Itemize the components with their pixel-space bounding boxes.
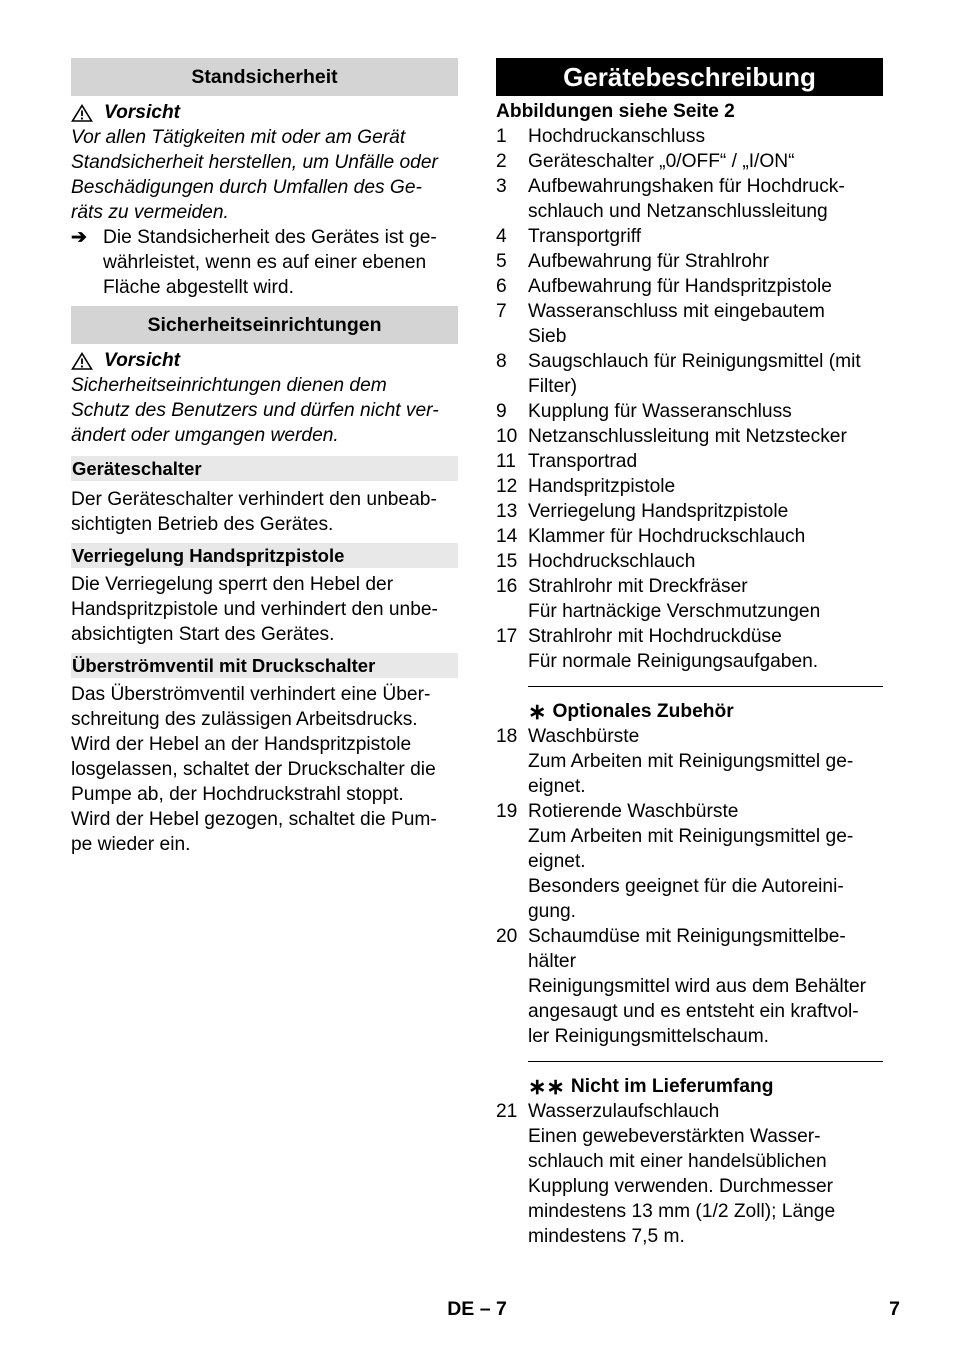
text-line: Saugschlauch für Reinigungsmittel (mit [528,351,861,372]
item-number: 3 [496,176,507,197]
item-text [528,399,883,424]
text-line: Für normale Reinigungsaufgaben. [528,651,819,672]
item-number: 4 [496,226,507,247]
text-line: Hochdruckanschluss [528,126,706,147]
subsection-heading-ueberstroemventil: Überströmventil mit Druckschalter [71,653,458,678]
caution-text-standsicherheit [71,125,458,225]
divider [528,1061,883,1062]
not-included-list [496,1099,883,1249]
text-line: schreitung des zulässigen Arbeitsdrucks. [71,709,418,730]
text-line: Für hartnäckige Verschmutzungen [528,601,821,622]
item-text [528,149,883,174]
text-line: pe wieder ein. [71,834,191,855]
caution-standsicherheit [71,100,458,125]
item-text [528,449,883,474]
list-item [496,224,883,249]
list-item [496,299,883,349]
item-number: 7 [496,301,507,322]
text-line: eignet. [528,776,586,797]
section-heading-sicherheitseinrichtungen: Sicherheitseinrichtungen [71,306,458,344]
optional-accessories-list [496,724,883,1049]
item-number: 6 [496,276,507,297]
arrow-right-icon: ➔ [71,227,88,248]
text-line: ändert oder umgangen werden. [71,425,339,446]
text-line: Kupplung verwenden. Durchmesser [528,1176,834,1197]
list-item [496,799,883,924]
item-number: 17 [496,626,518,647]
list-item [496,924,883,1049]
item-number: 18 [496,726,518,747]
text-line: mindestens 13 mm (1/2 Zoll); Länge [528,1201,836,1222]
item-text [528,474,883,499]
item-number: 10 [496,426,518,447]
item-text [528,724,883,799]
list-item [496,449,883,474]
heading-text: Nicht im Lieferumfang [570,1076,774,1097]
item-text [528,249,883,274]
item-text [528,224,883,249]
item-text [528,549,883,574]
text-line: Der Geräteschalter verhindert den unbeab- [71,489,437,510]
item-text [528,924,883,1049]
text-line: Besonders geeignet für die Autoreini- [528,876,844,897]
asterisk-icon: ∗ [528,699,547,724]
item-text [528,299,883,349]
section-heading-geraetebeschreibung: Gerätebeschreibung [496,58,883,96]
footer-language-page: DE – 7 [447,1298,507,1320]
caution-label: Vorsicht [104,102,181,123]
item-text [528,624,883,674]
list-item [496,549,883,574]
caution-text-sicherheitseinrichtungen [71,373,458,448]
text-line: Wird der Hebel gezogen, schaltet die Pum- [71,809,437,830]
item-number: 1 [496,126,507,147]
text-line: eignet. [528,851,586,872]
caution-sicherheitseinrichtungen [71,348,458,373]
text-geraeteschalter [71,487,458,537]
text-line: Verriegelung Handspritzpistole [528,501,789,522]
parts-list [496,124,883,674]
text-line: währleistet, wenn es auf einer ebenen [103,252,427,273]
text-line: Die Verriegelung sperrt den Hebel der [71,574,394,595]
list-item [496,499,883,524]
text-line: Hochdruckschlauch [528,551,696,572]
item-text [528,524,883,549]
text-line: mindestens 7,5 m. [528,1226,685,1247]
text-line: Schutz des Benutzers und dürfen nicht ver- [71,400,439,421]
text-line: losgelassen, schaltet der Druckschalter die [71,759,436,780]
subsection-heading-verriegelung: Verriegelung Handspritzpistole [71,543,458,568]
text-line: Waschbürste [528,726,640,747]
text-line: Schaumdüse mit Reinigungsmittelbe- [528,926,846,947]
list-item [496,424,883,449]
heading-text: Optionales Zubehör [552,701,734,722]
text-line: Einen gewebeverstärkten Wasser- [528,1126,821,1147]
item-text [528,124,883,149]
text-line: Transportgriff [528,226,642,247]
list-item [496,249,883,274]
text-line: Strahlrohr mit Hochdruckdüse [528,626,782,647]
item-text [528,1099,883,1249]
text-line: Transportrad [528,451,638,472]
section-heading-standsicherheit: Standsicherheit [71,58,458,96]
text-line: Das Überströmventil verhindert eine Über- [71,684,431,705]
figure-reference: Abbildungen siehe Seite 2 [496,101,735,122]
text-line: Kupplung für Wasseranschluss [528,401,792,422]
item-number: 20 [496,926,518,947]
item-number: 8 [496,351,507,372]
text-line: Strahlrohr mit Dreckfräser [528,576,748,597]
item-number: 16 [496,576,518,597]
item-number: 14 [496,526,518,547]
warning-triangle-icon [71,352,93,370]
text-verriegelung [71,572,458,647]
text-line: Geräteschalter „0/OFF“ / „I/ON“ [528,151,795,172]
right-column [496,58,883,1249]
text-line: Pumpe ab, der Hochdruckstrahl stoppt. [71,784,404,805]
item-number: 5 [496,251,507,272]
text-line: Reinigungsmittel wird aus dem Behälter [528,976,867,997]
text-ueberstroemventil [71,682,458,857]
text-line: Zum Arbeiten mit Reinigungsmittel ge- [528,751,854,772]
text-line: Vor allen Tätigkeiten mit oder am Gerät [71,127,406,148]
list-item [496,524,883,549]
item-text [528,574,883,624]
double-asterisk-icon: ∗∗ [528,1074,565,1099]
text-line: ler Reinigungsmittelschaum. [528,1026,770,1047]
list-item [496,149,883,174]
text-line: sichtigten Betrieb des Gerätes. [71,514,334,535]
text-line: Handspritzpistole [528,476,676,497]
text-line: Wird der Hebel an der Handspritzpistole [71,734,412,755]
list-item [496,1099,883,1249]
text-line: schlauch und Netzanschlussleitung [528,201,828,222]
item-number: 19 [496,801,518,822]
text-line: Sieb [528,326,567,347]
item-number: 2 [496,151,507,172]
bullet-standsicherheit [71,225,458,300]
text-line: Standsicherheit herstellen, um Unfälle oder [71,152,438,173]
left-column [71,58,458,857]
item-text [528,174,883,224]
text-line: Wasserzulaufschlauch [528,1101,720,1122]
item-number: 11 [496,451,516,472]
list-item [496,274,883,299]
page-number: 7 [889,1298,900,1320]
text-line: Beschädigungen durch Umfallen des Ge- [71,177,422,198]
item-number: 15 [496,551,518,572]
text-line: absichtigten Start des Gerätes. [71,624,335,645]
text-line: räts zu vermeiden. [71,202,229,223]
text-line: Fläche abgestellt wird. [103,277,294,298]
text-line: schlauch mit einer handelsüblichen [528,1151,827,1172]
item-number: 13 [496,501,518,522]
text-line: Zum Arbeiten mit Reinigungsmittel ge- [528,826,854,847]
optional-accessories-heading [496,699,883,724]
list-item [496,124,883,149]
not-included-heading [496,1074,883,1099]
text-line: Die Standsicherheit des Gerätes ist ge- [103,227,437,248]
text-line: Aufbewahrungshaken für Hochdruck- [528,176,845,197]
item-text [528,499,883,524]
divider [528,686,883,687]
warning-triangle-icon [71,104,93,122]
text-line: Sicherheitseinrichtungen dienen dem [71,375,387,396]
list-item [496,574,883,624]
list-item [496,349,883,399]
list-item [496,174,883,224]
item-text [528,274,883,299]
text-line: Aufbewahrung für Handspritzpistole [528,276,832,297]
list-item [496,724,883,799]
text-line: Handspritzpistole und verhindert den unbe- [71,599,438,620]
text-line: Rotierende Waschbürste [528,801,739,822]
text-line: Aufbewahrung für Strahlrohr [528,251,770,272]
text-line: angesaugt und es entsteht ein kraftvol- [528,1001,859,1022]
caution-label: Vorsicht [104,350,181,371]
item-text [528,424,883,449]
text-line: hälter [528,951,576,972]
list-item [496,624,883,674]
text-line: Netzanschlussleitung mit Netzstecker [528,426,847,447]
item-text [528,349,883,399]
subsection-heading-geraeteschalter: Geräteschalter [71,456,458,481]
text-line: Wasseranschluss mit eingebautem [528,301,825,322]
text-line: gung. [528,901,577,922]
item-text [528,799,883,924]
item-number: 9 [496,401,507,422]
text-line: Filter) [528,376,578,397]
item-number: 12 [496,476,518,497]
item-number: 21 [496,1101,518,1122]
text-line: Klammer für Hochdruckschlauch [528,526,806,547]
list-item [496,399,883,424]
list-item [496,474,883,499]
